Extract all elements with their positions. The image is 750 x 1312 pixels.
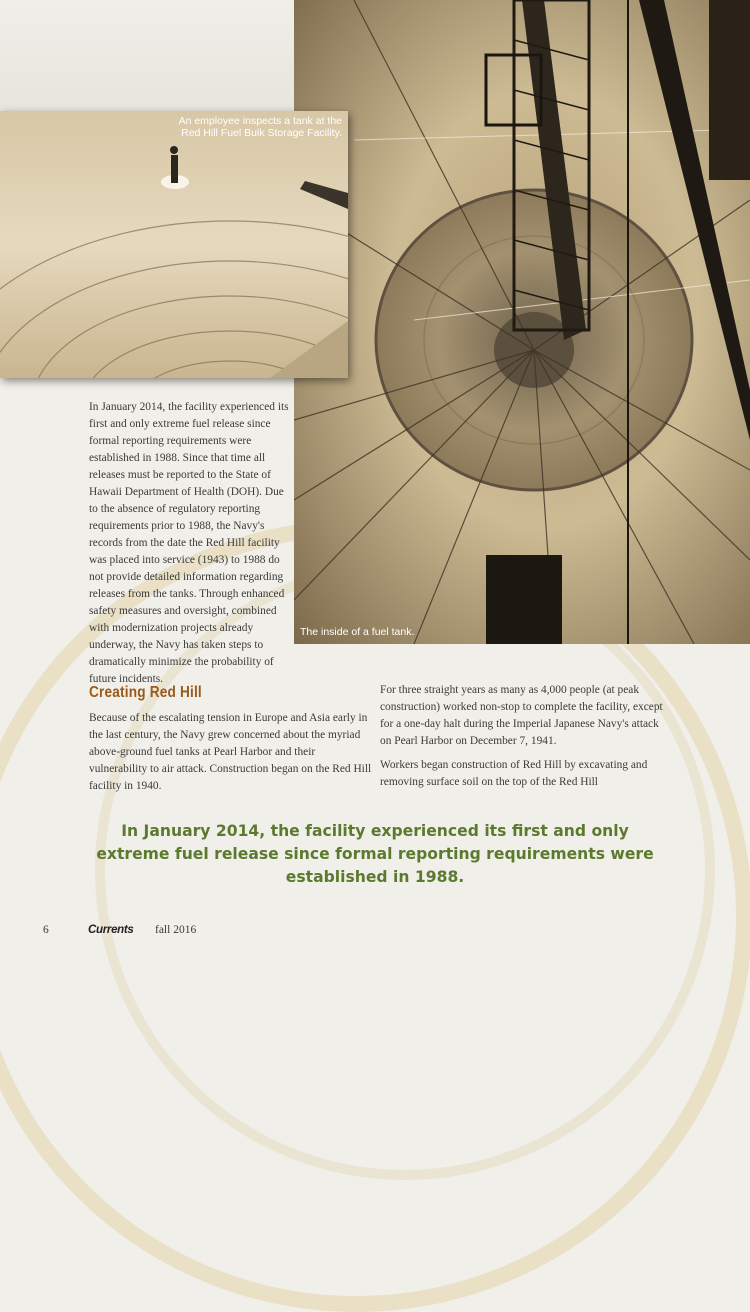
page-number: 6 xyxy=(43,924,49,936)
fuel-tank-photo xyxy=(294,0,750,644)
inspection-photo xyxy=(0,111,348,378)
issue-label: fall 2016 xyxy=(155,924,197,936)
caption-line: An employee inspects a tank at the xyxy=(178,115,342,127)
paragraph: For three straight years as many as 4,000 people (at peak construction) worked non-stop to complete the facility, except for a one-day halt during the Imperial Japanese Navy's attack on Pearl Harbor on December 7, 1941. xyxy=(380,684,663,747)
right-column xyxy=(380,682,663,791)
paragraph: Because of the escalating tension in Europe and Asia early in the last century, the Navy grew concerned about the myriad above-ground fuel tanks at Pearl Harbor and their vulnerability to air attack. Construction began on the Red Hill facility in 1940. xyxy=(89,712,372,792)
tank-photo-caption: The inside of a fuel tank. xyxy=(300,626,415,638)
intro-text: In January 2014, the facility experienced its first and only extreme fuel release since formal reporting requirements were established in 1988. Since that time all releases must be reported to the State of Hawaii Department of Health (DOH). Due to the absence of regulatory reporting requirements prior to 1988, the Navy's records from the date the Red Hill facility was placed into service (1943) to 1988 do not provide detailed information regarding releases from the tanks. Through enhanced safety measures and oversight, combined with modernization projects already underway, the Navy has taken steps to dramatically minimize the probability of future incidents. xyxy=(89,401,289,685)
top-left-panel xyxy=(0,0,296,112)
paragraph: Workers began construction of Red Hill by excavating and removing surface soil on the top of the Red Hill xyxy=(380,759,648,788)
caption-line: Red Hill Fuel Bulk Storage Facility. xyxy=(181,127,342,139)
pull-quote: In January 2014, the facility experienced its first and only extreme fuel release since formal reporting requirements were established in 1988. xyxy=(96,822,654,886)
section-heading: Creating Red Hill xyxy=(89,684,202,701)
inspection-photo-caption xyxy=(179,115,342,139)
publication-name: Currents xyxy=(88,924,134,936)
left-column xyxy=(89,710,372,795)
intro-paragraph xyxy=(89,399,292,688)
